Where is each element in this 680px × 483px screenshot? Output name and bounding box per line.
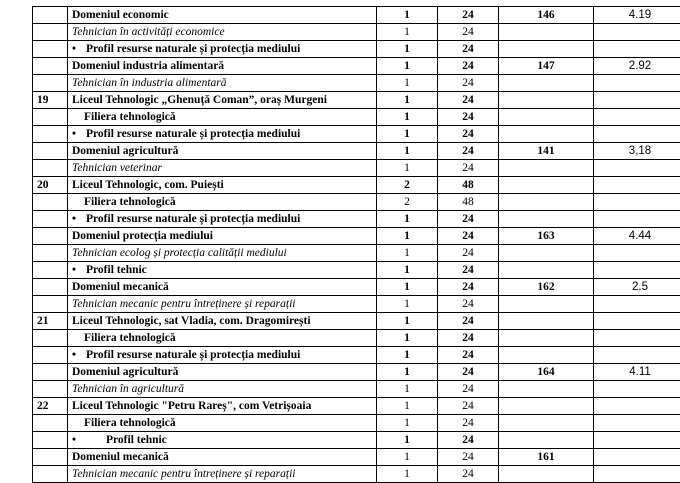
classes-count-cell: 1 bbox=[377, 228, 438, 245]
name-cell bbox=[68, 126, 377, 143]
places-count-cell: 24 bbox=[438, 92, 499, 109]
places-count-cell: 24 bbox=[438, 58, 499, 75]
table-row bbox=[33, 296, 680, 313]
code-cell: 141 bbox=[499, 143, 594, 160]
name-text: Tehnician în agricultură bbox=[72, 383, 184, 395]
name-cell bbox=[68, 262, 377, 279]
classes-count-cell: 1 bbox=[377, 398, 438, 415]
row-number-cell: 19 bbox=[33, 92, 68, 109]
row-number-cell bbox=[33, 381, 68, 398]
average-cell bbox=[594, 211, 680, 228]
name-cell bbox=[68, 160, 377, 177]
places-count-cell: 24 bbox=[438, 313, 499, 330]
row-number-cell bbox=[33, 449, 68, 466]
row-number-cell bbox=[33, 194, 68, 211]
table-row bbox=[33, 279, 680, 296]
places-count-cell: 24 bbox=[438, 364, 499, 381]
table-row bbox=[33, 92, 680, 109]
average-cell bbox=[594, 432, 680, 449]
places-count-cell: 24 bbox=[438, 109, 499, 126]
row-number-cell bbox=[33, 364, 68, 381]
name-text: Domeniul mecanică bbox=[72, 281, 169, 293]
name-cell bbox=[68, 296, 377, 313]
code-cell bbox=[499, 211, 594, 228]
places-count-cell: 24 bbox=[438, 41, 499, 58]
name-cell bbox=[68, 75, 377, 92]
average-cell: 2.92 bbox=[594, 58, 680, 75]
classes-count-cell: 1 bbox=[377, 211, 438, 228]
name-text: Filiera tehnologică bbox=[84, 332, 176, 344]
row-number-cell bbox=[33, 58, 68, 75]
places-count-cell: 24 bbox=[438, 330, 499, 347]
table-row bbox=[33, 245, 680, 262]
row-number-cell bbox=[33, 7, 68, 24]
average-cell bbox=[594, 330, 680, 347]
classes-count-cell: 2 bbox=[377, 194, 438, 211]
code-cell: 146 bbox=[499, 7, 594, 24]
average-cell bbox=[594, 177, 680, 194]
average-cell bbox=[594, 92, 680, 109]
code-cell bbox=[499, 92, 594, 109]
average-cell: 4.44 bbox=[594, 228, 680, 245]
bullet-icon: • bbox=[72, 211, 86, 227]
name-cell bbox=[68, 24, 377, 41]
code-cell: 163 bbox=[499, 228, 594, 245]
table-row bbox=[33, 143, 680, 160]
code-cell bbox=[499, 432, 594, 449]
classes-count-cell: 1 bbox=[377, 466, 438, 483]
table-row bbox=[33, 398, 680, 415]
places-count-cell: 24 bbox=[438, 245, 499, 262]
name-text: Profil resurse naturale și protecția mediului bbox=[86, 128, 300, 140]
code-cell bbox=[499, 24, 594, 41]
places-count-cell: 24 bbox=[438, 347, 499, 364]
average-cell bbox=[594, 126, 680, 143]
places-count-cell: 24 bbox=[438, 126, 499, 143]
name-cell bbox=[68, 398, 377, 415]
code-cell: 162 bbox=[499, 279, 594, 296]
name-cell bbox=[68, 415, 377, 432]
bullet-icon: • bbox=[72, 432, 106, 448]
row-number-cell bbox=[33, 415, 68, 432]
classes-count-cell: 1 bbox=[377, 415, 438, 432]
table-row bbox=[33, 381, 680, 398]
name-text: Profil tehnic bbox=[106, 434, 167, 446]
classes-count-cell: 1 bbox=[377, 126, 438, 143]
places-count-cell: 24 bbox=[438, 398, 499, 415]
name-cell bbox=[68, 449, 377, 466]
classes-count-cell: 1 bbox=[377, 347, 438, 364]
table-row bbox=[33, 313, 680, 330]
row-number-cell bbox=[33, 296, 68, 313]
name-text: Profil resurse naturale și protecția mediului bbox=[86, 43, 300, 55]
places-count-cell: 24 bbox=[438, 228, 499, 245]
table-row bbox=[33, 126, 680, 143]
name-text: Liceul Tehnologic „Ghenuță Coman”, oraș Murgeni bbox=[72, 94, 327, 106]
name-text: Tehnician mecanic pentru întreținere și reparații bbox=[72, 468, 295, 480]
name-text: Tehnician mecanic pentru întreținere și reparații bbox=[72, 298, 295, 310]
name-cell bbox=[68, 7, 377, 24]
row-number-cell bbox=[33, 262, 68, 279]
name-cell bbox=[68, 211, 377, 228]
name-cell bbox=[68, 279, 377, 296]
classes-count-cell: 1 bbox=[377, 381, 438, 398]
code-cell bbox=[499, 177, 594, 194]
schools-table-body bbox=[33, 7, 680, 483]
table-row bbox=[33, 432, 680, 449]
code-cell bbox=[499, 296, 594, 313]
table-row bbox=[33, 160, 680, 177]
average-cell bbox=[594, 75, 680, 92]
code-cell bbox=[499, 160, 594, 177]
name-text: Profil tehnic bbox=[86, 264, 147, 276]
classes-count-cell: 1 bbox=[377, 330, 438, 347]
row-number-cell bbox=[33, 41, 68, 58]
average-cell bbox=[594, 262, 680, 279]
classes-count-cell: 1 bbox=[377, 313, 438, 330]
name-text: Profil resurse naturale și protecția mediului bbox=[86, 213, 300, 225]
name-text: Domeniul mecanică bbox=[72, 451, 169, 463]
code-cell bbox=[499, 194, 594, 211]
name-cell bbox=[68, 245, 377, 262]
name-text: Profil resurse naturale și protecția mediului bbox=[86, 349, 300, 361]
name-cell bbox=[68, 347, 377, 364]
bullet-icon: • bbox=[72, 347, 86, 363]
name-cell bbox=[68, 381, 377, 398]
code-cell bbox=[499, 41, 594, 58]
name-cell bbox=[68, 194, 377, 211]
average-cell: 4.19 bbox=[594, 7, 680, 24]
places-count-cell: 48 bbox=[438, 194, 499, 211]
average-cell bbox=[594, 160, 680, 177]
table-row bbox=[33, 194, 680, 211]
code-cell bbox=[499, 75, 594, 92]
average-cell bbox=[594, 296, 680, 313]
classes-count-cell: 1 bbox=[377, 262, 438, 279]
code-cell bbox=[499, 313, 594, 330]
places-count-cell: 24 bbox=[438, 143, 499, 160]
row-number-cell bbox=[33, 245, 68, 262]
name-cell bbox=[68, 228, 377, 245]
average-cell bbox=[594, 313, 680, 330]
places-count-cell: 24 bbox=[438, 7, 499, 24]
table-row bbox=[33, 24, 680, 41]
classes-count-cell: 2 bbox=[377, 177, 438, 194]
name-text: Filiera tehnologică bbox=[84, 111, 176, 123]
places-count-cell: 24 bbox=[438, 279, 499, 296]
places-count-cell: 24 bbox=[438, 211, 499, 228]
code-cell bbox=[499, 262, 594, 279]
table-row bbox=[33, 449, 680, 466]
places-count-cell: 24 bbox=[438, 296, 499, 313]
row-number-cell bbox=[33, 126, 68, 143]
name-cell bbox=[68, 58, 377, 75]
average-cell bbox=[594, 245, 680, 262]
name-cell bbox=[68, 41, 377, 58]
table-row bbox=[33, 211, 680, 228]
average-cell: 2.5 bbox=[594, 279, 680, 296]
table-row bbox=[33, 415, 680, 432]
name-text: Liceul Tehnologic, sat Vladia, com. Dragomirești bbox=[72, 315, 311, 327]
row-number-cell bbox=[33, 109, 68, 126]
code-cell bbox=[499, 109, 594, 126]
average-cell: 3,18 bbox=[594, 143, 680, 160]
name-text: Filiera tehnologică bbox=[84, 417, 176, 429]
row-number-cell: 20 bbox=[33, 177, 68, 194]
row-number-cell bbox=[33, 432, 68, 449]
row-number-cell bbox=[33, 160, 68, 177]
classes-count-cell: 1 bbox=[377, 432, 438, 449]
row-number-cell bbox=[33, 75, 68, 92]
classes-count-cell: 1 bbox=[377, 449, 438, 466]
places-count-cell: 24 bbox=[438, 75, 499, 92]
average-cell bbox=[594, 449, 680, 466]
row-number-cell bbox=[33, 24, 68, 41]
classes-count-cell: 1 bbox=[377, 24, 438, 41]
name-cell bbox=[68, 313, 377, 330]
table-row bbox=[33, 262, 680, 279]
table-row bbox=[33, 228, 680, 245]
code-cell bbox=[499, 415, 594, 432]
row-number-cell bbox=[33, 279, 68, 296]
name-text: Tehnician veterinar bbox=[72, 162, 162, 174]
classes-count-cell: 1 bbox=[377, 245, 438, 262]
table-row bbox=[33, 41, 680, 58]
code-cell bbox=[499, 381, 594, 398]
name-cell bbox=[68, 330, 377, 347]
classes-count-cell: 1 bbox=[377, 109, 438, 126]
table-row bbox=[33, 109, 680, 126]
code-cell bbox=[499, 126, 594, 143]
bullet-icon: • bbox=[72, 126, 86, 142]
classes-count-cell: 1 bbox=[377, 296, 438, 313]
name-text: Tehnician în industria alimentară bbox=[72, 77, 227, 89]
places-count-cell: 48 bbox=[438, 177, 499, 194]
code-cell bbox=[499, 347, 594, 364]
row-number-cell: 22 bbox=[33, 398, 68, 415]
name-text: Domeniul economic bbox=[72, 9, 169, 21]
classes-count-cell: 1 bbox=[377, 160, 438, 177]
name-text: Filiera tehnologică bbox=[84, 196, 176, 208]
row-number-cell: 21 bbox=[33, 313, 68, 330]
code-cell bbox=[499, 330, 594, 347]
name-text: Tehnician ecolog și protecția calității mediului bbox=[72, 247, 287, 259]
average-cell bbox=[594, 109, 680, 126]
code-cell bbox=[499, 245, 594, 262]
bullet-icon: • bbox=[72, 41, 86, 57]
name-text: Tehnician în activități economice bbox=[72, 26, 225, 38]
code-cell: 147 bbox=[499, 58, 594, 75]
row-number-cell bbox=[33, 347, 68, 364]
places-count-cell: 24 bbox=[438, 466, 499, 483]
row-number-cell bbox=[33, 211, 68, 228]
average-cell bbox=[594, 415, 680, 432]
places-count-cell: 24 bbox=[438, 24, 499, 41]
places-count-cell: 24 bbox=[438, 415, 499, 432]
code-cell bbox=[499, 398, 594, 415]
row-number-cell bbox=[33, 143, 68, 160]
name-cell bbox=[68, 109, 377, 126]
average-cell bbox=[594, 381, 680, 398]
table-row bbox=[33, 347, 680, 364]
classes-count-cell: 1 bbox=[377, 58, 438, 75]
average-cell bbox=[594, 24, 680, 41]
table-row bbox=[33, 330, 680, 347]
classes-count-cell: 1 bbox=[377, 364, 438, 381]
classes-count-cell: 1 bbox=[377, 143, 438, 160]
classes-count-cell: 1 bbox=[377, 92, 438, 109]
places-count-cell: 24 bbox=[438, 160, 499, 177]
average-cell bbox=[594, 194, 680, 211]
classes-count-cell: 1 bbox=[377, 279, 438, 296]
places-count-cell: 24 bbox=[438, 449, 499, 466]
classes-count-cell: 1 bbox=[377, 75, 438, 92]
name-cell bbox=[68, 143, 377, 160]
code-cell: 161 bbox=[499, 449, 594, 466]
name-text: Domeniul agricultură bbox=[72, 366, 178, 378]
name-text: Domeniul industria alimentară bbox=[72, 60, 224, 72]
name-text: Domeniul protecția mediului bbox=[72, 230, 213, 242]
classes-count-cell: 1 bbox=[377, 7, 438, 24]
name-cell bbox=[68, 364, 377, 381]
name-text: Liceul Tehnologic "Petru Rareș", com Vetrișoaia bbox=[72, 400, 311, 412]
classes-count-cell: 1 bbox=[377, 41, 438, 58]
places-count-cell: 24 bbox=[438, 262, 499, 279]
table-row bbox=[33, 7, 680, 24]
code-cell: 164 bbox=[499, 364, 594, 381]
bullet-icon: • bbox=[72, 262, 86, 278]
table-row bbox=[33, 75, 680, 92]
schools-table bbox=[32, 6, 680, 483]
average-cell: 4.11 bbox=[594, 364, 680, 381]
places-count-cell: 24 bbox=[438, 432, 499, 449]
table-row bbox=[33, 364, 680, 381]
name-text: Domeniul agricultură bbox=[72, 145, 178, 157]
table-row bbox=[33, 177, 680, 194]
table-row bbox=[33, 58, 680, 75]
row-number-cell bbox=[33, 330, 68, 347]
average-cell bbox=[594, 398, 680, 415]
average-cell bbox=[594, 347, 680, 364]
name-cell bbox=[68, 92, 377, 109]
average-cell bbox=[594, 41, 680, 58]
name-text: Liceul Tehnologic, com. Puiești bbox=[72, 179, 224, 191]
name-cell bbox=[68, 432, 377, 449]
name-cell bbox=[68, 177, 377, 194]
row-number-cell bbox=[33, 228, 68, 245]
places-count-cell: 24 bbox=[438, 381, 499, 398]
